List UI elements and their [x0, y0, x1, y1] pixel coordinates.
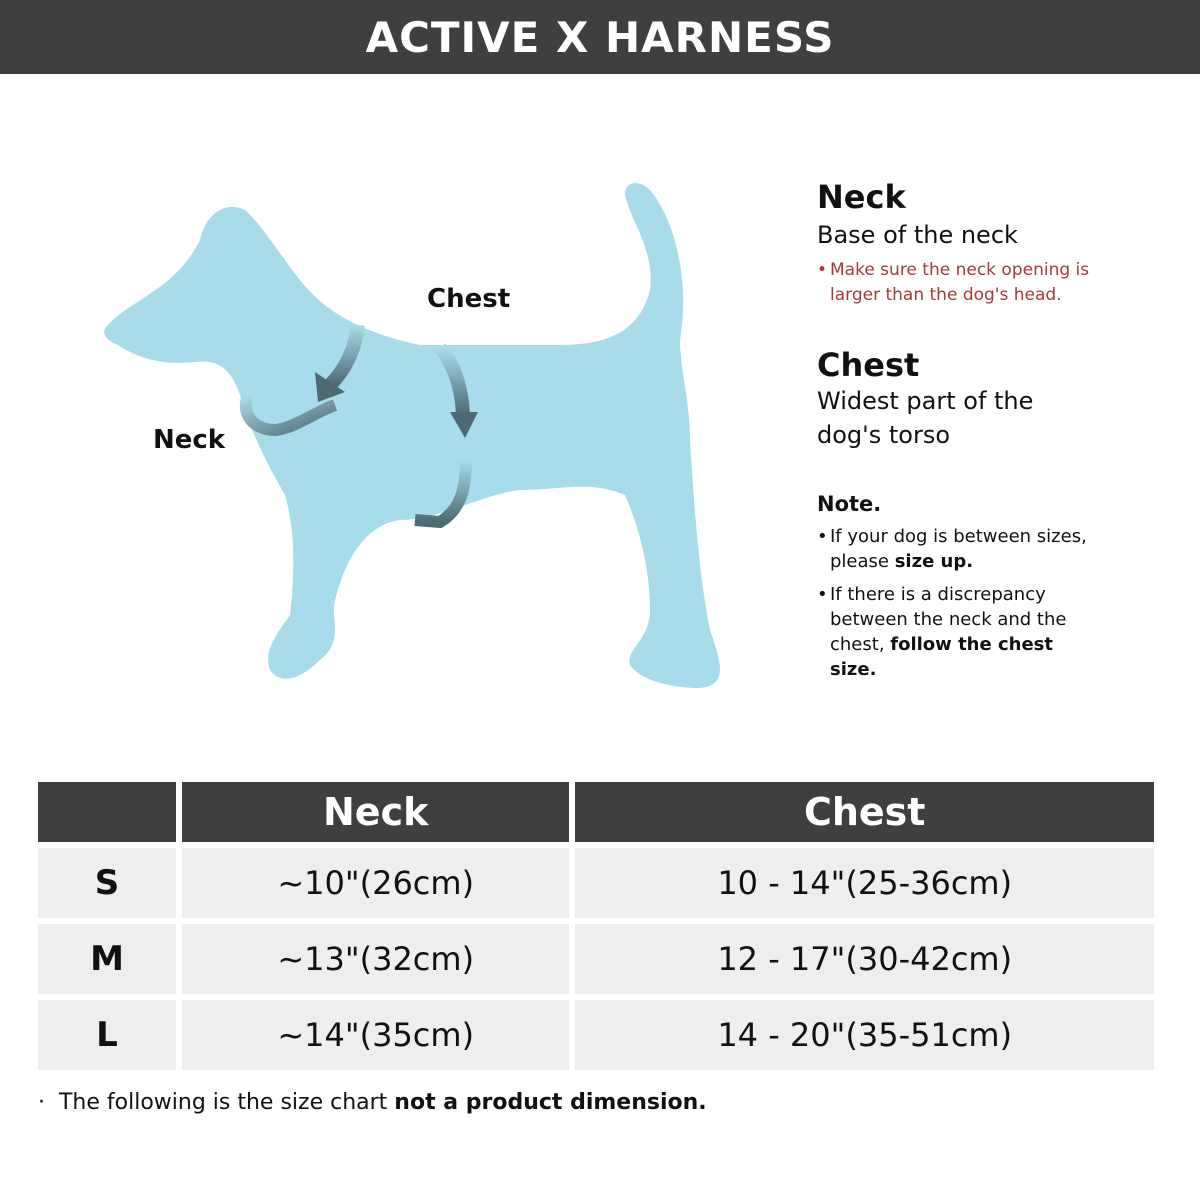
neck-cell: ~10"(26cm): [182, 848, 569, 918]
page-title: ACTIVE X HARNESS: [365, 12, 835, 62]
table-header: [38, 782, 1154, 842]
size-cell: S: [38, 848, 176, 918]
header-neck: Neck: [182, 782, 569, 842]
size-cell: L: [38, 1000, 176, 1070]
neck-cell: ~14"(35cm): [182, 1000, 569, 1070]
table-row: [38, 848, 1154, 918]
chest-cell: 10 - 14"(25-36cm): [575, 848, 1154, 918]
note-bold: size up.: [894, 551, 974, 572]
measurement-guide: [817, 178, 1157, 682]
note-bold: follow the chest size.: [830, 634, 1053, 680]
neck-heading: Neck: [817, 178, 906, 216]
chest-description-1: Widest part of the: [817, 387, 1034, 415]
chest-cell: 14 - 20"(35-51cm): [575, 1000, 1154, 1070]
chest-heading: Chest: [817, 346, 920, 384]
header-size: [38, 782, 176, 842]
neck-cell: ~13"(32cm): [182, 924, 569, 994]
chest-description-2: dog's torso: [817, 421, 951, 449]
table-row: [38, 924, 1154, 994]
note-item: • If your dog is between sizes, please size up.: [817, 526, 1087, 572]
note-heading: Note.: [817, 492, 882, 516]
note-text: If your dog is between sizes, please: [830, 526, 1087, 572]
size-cell: M: [38, 924, 176, 994]
size-table: [32, 776, 1160, 1076]
footnote-bold: not a product dimension.: [394, 1090, 707, 1115]
header-chest: Chest: [575, 782, 1154, 842]
table-row: [38, 1000, 1154, 1070]
dog-diagram: [0, 0, 760, 720]
neck-tip: • Make sure the neck opening is larger than the dog's head.: [817, 258, 1157, 308]
neck-tip-text: Make sure the neck opening is larger than the dog's head.: [830, 260, 1090, 305]
footnote: · The following is the size chart not a product dimension.: [38, 1090, 707, 1115]
neck-label: Neck: [153, 425, 226, 455]
footnote-text: The following is the size chart: [58, 1090, 395, 1115]
note-text: If there is a discrepancy between the neck and the chest,: [830, 584, 1067, 655]
chest-cell: 12 - 17"(30-42cm): [575, 924, 1154, 994]
chest-label: Chest: [427, 284, 511, 314]
neck-description: Base of the neck: [817, 221, 1018, 249]
note-item: • If there is a discrepancy between the neck and the chest, follow the chest size.: [817, 584, 1067, 680]
